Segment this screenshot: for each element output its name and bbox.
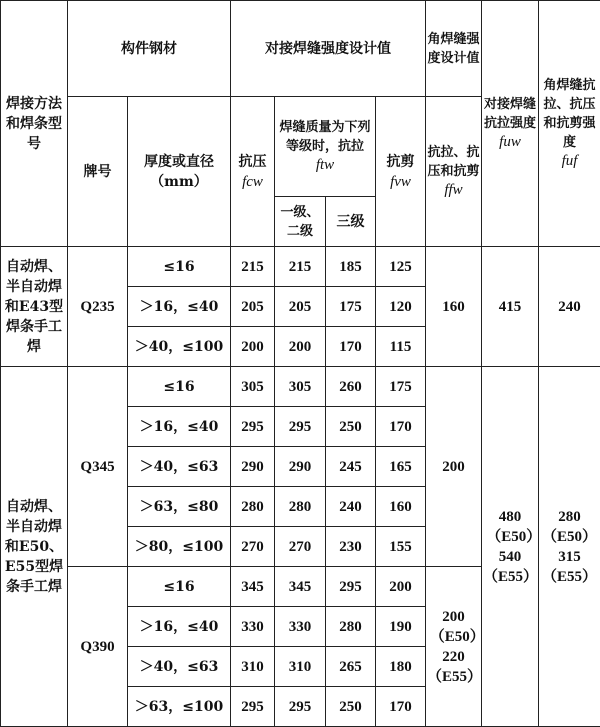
- header-butt-weld: 对接焊缝强度设计值: [231, 1, 426, 97]
- ft3-cell: 185: [326, 247, 376, 287]
- ft3-cell: 280: [326, 607, 376, 647]
- thickness-cell: ＞40，≤63: [128, 647, 231, 687]
- ft12-cell: 295: [275, 687, 326, 727]
- fv-cell: 200: [376, 567, 426, 607]
- header-method: 焊接方法和焊条型号: [1, 1, 68, 247]
- fc-cell: 330: [231, 607, 275, 647]
- fv-cell: 165: [376, 447, 426, 487]
- thickness-cell: ≤16: [128, 367, 231, 407]
- method-cell: 自动焊、半自动焊和E43型焊条手工焊: [1, 247, 68, 367]
- fv-cell: 160: [376, 487, 426, 527]
- header-grade: 牌号: [68, 97, 128, 247]
- fv-cell: 120: [376, 287, 426, 327]
- thickness-cell: ＞80，≤100: [128, 527, 231, 567]
- fc-cell: 200: [231, 327, 275, 367]
- header-tension-quality-label: 焊缝质量为下列等级时，抗拉: [276, 118, 374, 156]
- grade-cell: Q345: [68, 367, 128, 567]
- fc-cell: 295: [231, 687, 275, 727]
- fv-cell: 190: [376, 607, 426, 647]
- fv-cell: 125: [376, 247, 426, 287]
- ft12-cell: 270: [275, 527, 326, 567]
- fv-cell: 180: [376, 647, 426, 687]
- fc-cell: 205: [231, 287, 275, 327]
- grade-cell: Q235: [68, 247, 128, 367]
- symbol-fu: fuw: [483, 133, 537, 152]
- ft3-cell: 230: [326, 527, 376, 567]
- header-shear: [376, 97, 426, 247]
- fuf-cell: 280（E50）315（E55）: [539, 367, 600, 727]
- symbol-ff: ffw: [427, 181, 480, 200]
- ft12-cell: 215: [275, 247, 326, 287]
- header-fillet-strength: [539, 1, 600, 247]
- fc-cell: 290: [231, 447, 275, 487]
- header-fillet-combined: [426, 97, 482, 247]
- header-fillet-strength-label: 角焊缝抗拉、抗压和抗剪强度: [540, 76, 599, 152]
- ft3-cell: 175: [326, 287, 376, 327]
- ft3-cell: 250: [326, 407, 376, 447]
- symbol-fv: fvw: [377, 172, 424, 192]
- header-shear-label: 抗剪: [377, 152, 424, 172]
- ft12-cell: 330: [275, 607, 326, 647]
- header-level-12: 一级、二级: [275, 197, 326, 247]
- fc-cell: 215: [231, 247, 275, 287]
- ft12-cell: 345: [275, 567, 326, 607]
- table-row: [1, 247, 600, 287]
- symbol-fuf: fuf: [540, 152, 599, 171]
- ft12-cell: 205: [275, 287, 326, 327]
- ft12-cell: 295: [275, 407, 326, 447]
- ft3-cell: 295: [326, 567, 376, 607]
- header-level-3: 三级: [326, 197, 376, 247]
- ff-cell: 200（E50）220（E55）: [426, 567, 482, 727]
- header-fillet-combined-label: 抗拉、抗压和抗剪: [427, 143, 480, 181]
- thickness-cell: ＞16，≤40: [128, 287, 231, 327]
- ft3-cell: 250: [326, 687, 376, 727]
- thickness-cell: ＞16，≤40: [128, 407, 231, 447]
- ft3-cell: 245: [326, 447, 376, 487]
- header-tension-quality: [275, 97, 376, 197]
- fc-cell: 295: [231, 407, 275, 447]
- fc-cell: 280: [231, 487, 275, 527]
- header-steel: 构件钢材: [68, 1, 231, 97]
- fv-cell: 170: [376, 687, 426, 727]
- symbol-ft: ftw: [276, 156, 374, 175]
- symbol-fc: fcw: [232, 172, 273, 192]
- fc-cell: 270: [231, 527, 275, 567]
- ft12-cell: 290: [275, 447, 326, 487]
- header-thickness: 厚度或直径（mm）: [128, 97, 231, 247]
- ff-cell: 160: [426, 247, 482, 367]
- header-compression-label: 抗压: [232, 152, 273, 172]
- header-butt-tensile: [482, 1, 539, 247]
- thickness-cell: ≤16: [128, 247, 231, 287]
- fv-cell: 155: [376, 527, 426, 567]
- fc-cell: 305: [231, 367, 275, 407]
- ft3-cell: 265: [326, 647, 376, 687]
- thickness-cell: ≤16: [128, 567, 231, 607]
- fu-cell: 415: [482, 247, 539, 367]
- fuf-cell: 240: [539, 247, 600, 367]
- fu-cell: 480（E50）540（E55）: [482, 367, 539, 727]
- thickness-cell: ＞16，≤40: [128, 607, 231, 647]
- ft12-cell: 280: [275, 487, 326, 527]
- ft3-cell: 240: [326, 487, 376, 527]
- grade-cell: Q390: [68, 567, 128, 727]
- fc-cell: 310: [231, 647, 275, 687]
- method-cell: 自动焊、半自动焊和E50、E55型焊条手工焊: [1, 367, 68, 727]
- thickness-cell: ＞63，≤100: [128, 687, 231, 727]
- header-fillet-weld: 角焊缝强度设计值: [426, 1, 482, 97]
- ft12-cell: 200: [275, 327, 326, 367]
- header-compression: [231, 97, 275, 247]
- ft3-cell: 260: [326, 367, 376, 407]
- fv-cell: 175: [376, 367, 426, 407]
- table-row: [1, 367, 600, 407]
- fv-cell: 115: [376, 327, 426, 367]
- ff-cell: 200: [426, 367, 482, 567]
- fc-cell: 345: [231, 567, 275, 607]
- ft12-cell: 305: [275, 367, 326, 407]
- fv-cell: 170: [376, 407, 426, 447]
- thickness-cell: ＞40，≤100: [128, 327, 231, 367]
- header-butt-tensile-label: 对接焊缝抗拉强度: [483, 95, 537, 133]
- thickness-cell: ＞40，≤63: [128, 447, 231, 487]
- thickness-cell: ＞63，≤80: [128, 487, 231, 527]
- ft3-cell: 170: [326, 327, 376, 367]
- ft12-cell: 310: [275, 647, 326, 687]
